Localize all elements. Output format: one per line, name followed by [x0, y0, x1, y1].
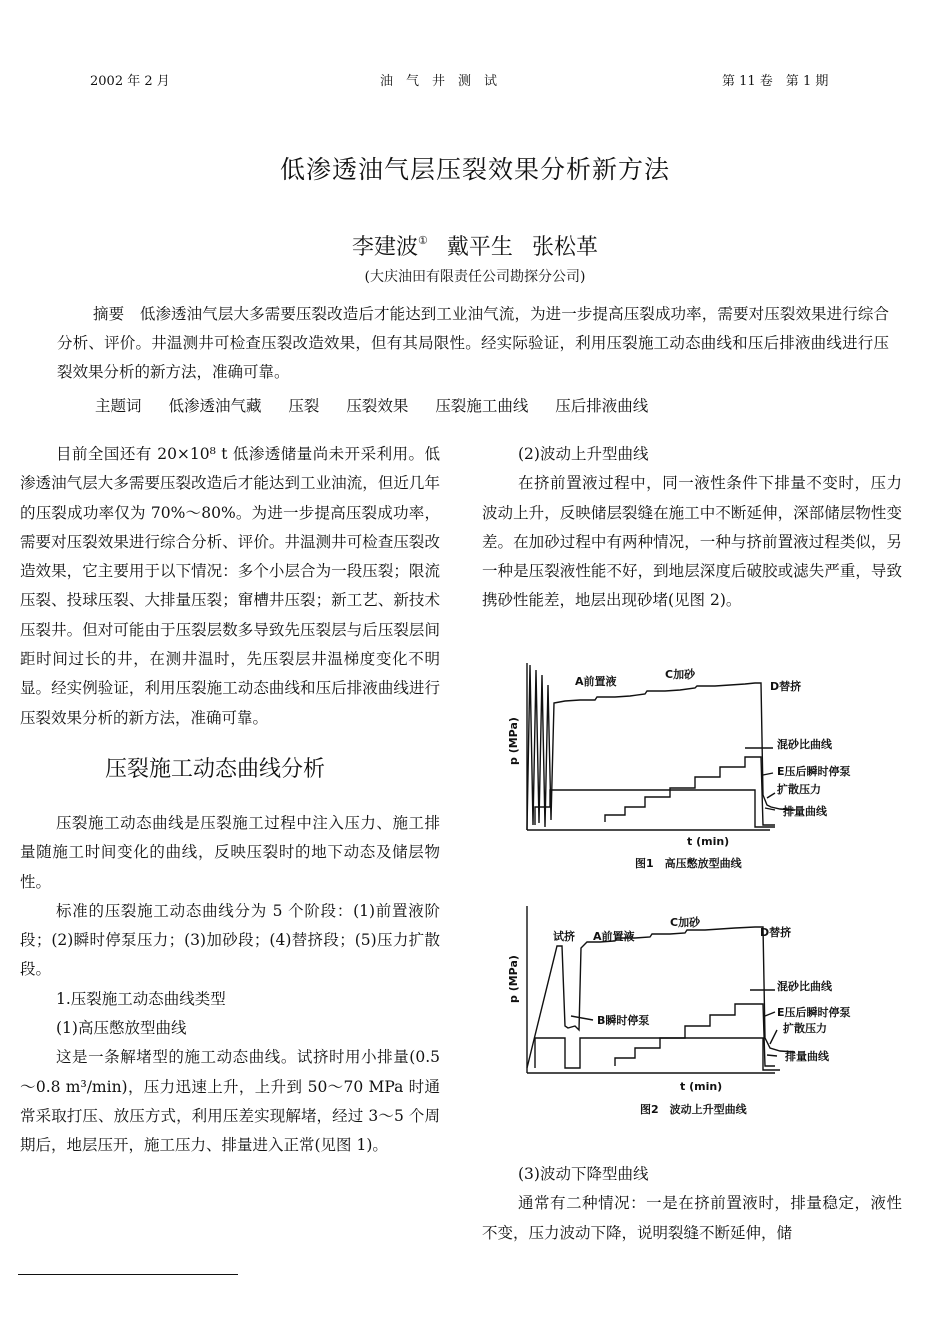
author-1: 李建波① [352, 234, 428, 260]
header-journal: 油 气 井 测 试 [380, 74, 498, 89]
affiliation: (大庆油田有限责任公司勘探分公司) [364, 269, 586, 285]
x-axis-label: t (min) [680, 1080, 723, 1093]
x-axis-label: t (min) [687, 835, 730, 848]
y-axis-label: p (MPa) [507, 717, 520, 765]
figure-1-plot [505, 655, 900, 875]
keyword: 压裂 [288, 397, 320, 415]
figure-1-caption: 图1 高压憋放型曲线 [635, 857, 742, 870]
keywords [95, 394, 670, 416]
label-mix: 混砂比曲线 [777, 738, 832, 751]
figure-2 [505, 898, 900, 1123]
paragraph: 在挤前置液过程中，同一液性条件下排量不变时，压力波动上升，反映储层裂缝在施工中不断延伸，深部储层物性变差。在加砂过程中有两种情况，一种与挤前置液过程类似，另一种是压裂液性能不好，到地层深度后破胶或滤失严重，导致携砂性能差，地层出现砂堵(见图 2)。 [482, 474, 902, 610]
paragraph: 目前全国还有 20×10⁸ t 低渗透储量尚未开采利用。低渗透油气层大多需要压裂改造后才能达到工业油流，但近几年的压裂成功率仅为 70%～80%。为进一步提高压裂成功率，需要对压裂效果进行综合分析、评价。井温测井可检查压裂改造效果，它主要用于以下情况：多个小层合为一段压裂；限流压裂、投球压裂、大排量压裂；窜槽井压裂；新工艺、新技术压裂井。但对可能由于压裂层数多导致先压裂层与后压裂层间距时间过长的井，在测井温时，先压裂层井温梯度变化不明显。经实例验证，利用压裂施工动态曲线和压后排液曲线进行压裂效果分析的新方法，准确可靠。 [20, 445, 440, 727]
sand-ratio-curve [605, 757, 775, 825]
header-volume: 第 11 卷 第 1 期 [722, 74, 829, 89]
rate-curve [535, 790, 775, 827]
subheading: 1.压裂施工动态曲线类型 [56, 989, 226, 1008]
label-rate: 排量曲线 [783, 805, 827, 818]
keyword: 压裂施工曲线 [435, 397, 529, 415]
label-mix: 混砂比曲线 [777, 980, 832, 993]
label-c: C加砂 [665, 668, 696, 681]
figure-2-caption: 图2 波动上升型曲线 [640, 1103, 747, 1116]
subheading: (1)高压憋放型曲线 [56, 1019, 187, 1038]
figure-2-plot [505, 898, 900, 1123]
figure-1 [505, 655, 900, 875]
footnote-rule [18, 1274, 238, 1275]
pressure-curve [527, 927, 795, 1068]
label-e2: 扩散压力 [783, 1022, 827, 1035]
subheading: (2)波动上升型曲线 [518, 445, 649, 463]
section-heading: 压裂施工动态曲线分析 [105, 756, 326, 782]
paragraph: 压裂施工动态曲线是压裂施工过程中注入压力、施工排量随施工时间变化的曲线，反映压裂时的地下动态及储层物性。 [20, 813, 440, 891]
paper-title: 低渗透油气层压裂效果分析新方法 [279, 155, 670, 184]
author-footnote-mark: ① [418, 234, 428, 247]
label-d: D替挤 [760, 926, 792, 939]
paragraph: 标准的压裂施工动态曲线分为 5 个阶段：(1)前置液阶段；(2)瞬时停泵压力；(3)加砂段；(4)替挤段；(5)压力扩散段。 [20, 901, 440, 979]
label-a: A前置液 [575, 675, 617, 688]
label-b: B瞬时停泵 [597, 1014, 650, 1027]
right-column-top [482, 440, 902, 616]
keyword: 压后排液曲线 [555, 397, 649, 415]
subheading: (3)波动下降型曲线 [518, 1165, 649, 1183]
paragraph: 这是一条解堵型的施工动态曲线。试挤时用小排量(0.5～0.8 m³/min)，压力迅速上升，上升到 50～70 MPa 时通常采取打压、放压方式，利用压差实现解堵，经过 3～5 个周期后，地层压开，施工压力、排量进入正常(见图 1)。 [20, 1048, 440, 1155]
label-e2: 扩散压力 [777, 783, 821, 796]
label-c: C加砂 [670, 916, 701, 929]
header-date: 2002 年 2 月 [90, 74, 170, 89]
author-list [0, 230, 950, 261]
paragraph: 通常有二种情况：一是在挤前置液时，排量稳定，液性不变，压力波动下降，说明裂缝不断延伸，储 [482, 1194, 902, 1242]
keyword: 低渗透油气藏 [168, 397, 262, 415]
right-column-bottom [482, 1160, 902, 1248]
author-3: 张松革 [531, 235, 598, 260]
label-rate: 排量曲线 [785, 1050, 829, 1063]
rate-curve [535, 1038, 780, 1070]
keywords-label: 主题词 [95, 397, 142, 415]
label-e1: E压后瞬时停泵 [777, 1006, 851, 1019]
keyword: 压裂效果 [346, 397, 409, 415]
label-e1: E压后瞬时停泵 [777, 765, 851, 778]
abstract: 摘要 低渗透油气层大多需要压裂改造后才能达到工业油气流，为进一步提高压裂成功率，需要对压裂效果进行综合分析、评价。井温测井可检查压裂改造效果，但有其局限性。经实际验证，利用压裂施工动态曲线和压后排液曲线进行压裂效果分析的新方法，准确可靠。 [57, 305, 889, 381]
author-2: 戴平生 [446, 235, 513, 260]
label-d: D替挤 [770, 680, 802, 693]
label-test: 试挤 [553, 930, 575, 943]
y-axis-label: p (MPa) [507, 955, 520, 1003]
left-column [20, 440, 440, 1161]
label-a: A前置液 [593, 930, 635, 943]
